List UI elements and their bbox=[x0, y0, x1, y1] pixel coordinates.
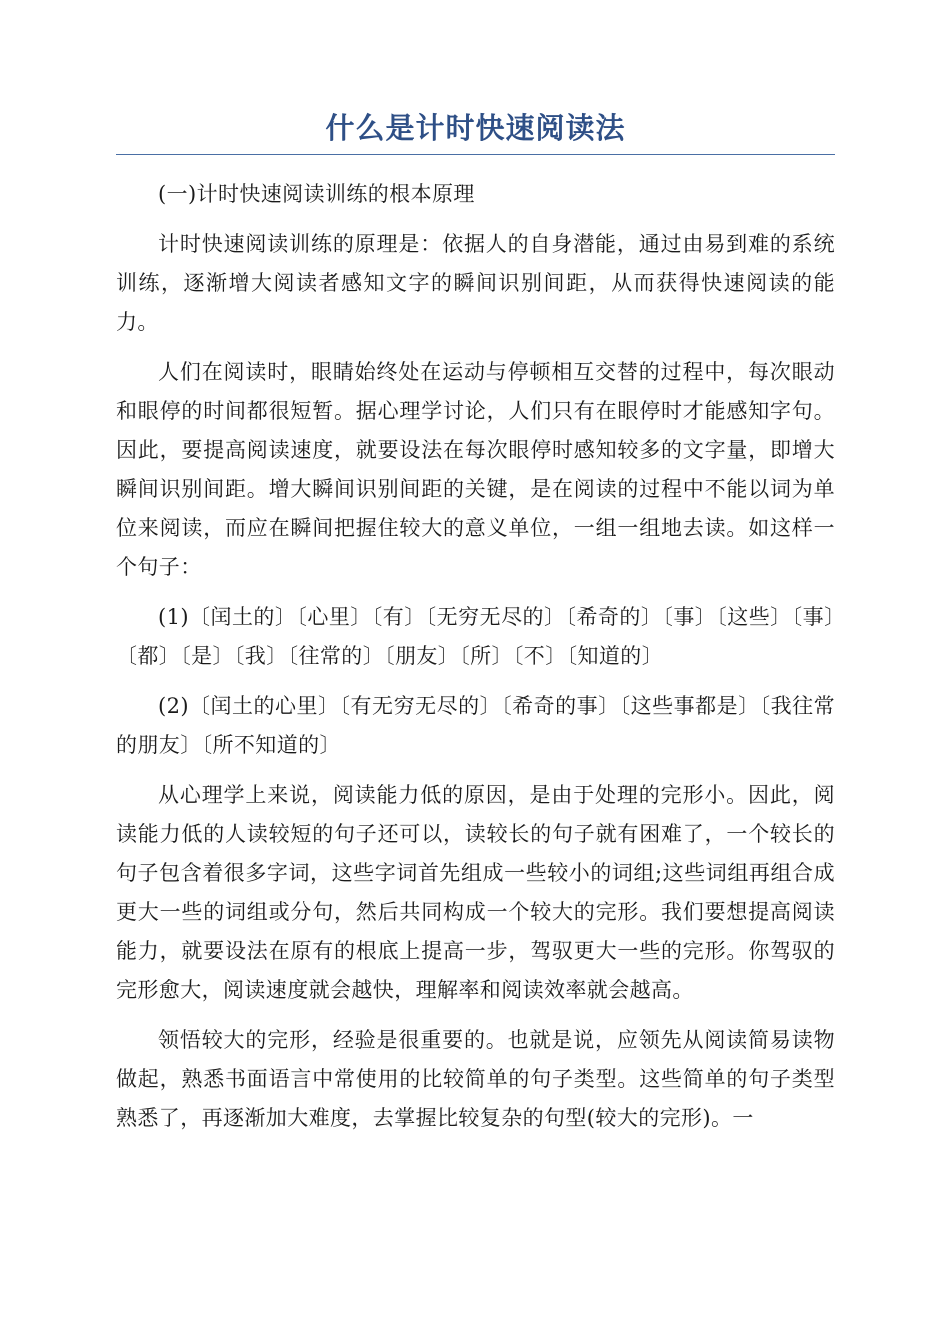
paragraph-experience: 领悟较大的完形，经验是很重要的。也就是说，应领先从阅读简易读物做起，熟悉书面语言中常使用的比较简单的句子类型。这些简单的句子类型熟悉了，再逐渐加大难度，去掌握比较复杂的句型(较大的完形)。一 bbox=[116, 1028, 835, 1130]
example-sentence-2: (2)〔闰土的心里〕〔有无穷无尽的〕〔希奇的事〕〔这些事都是〕〔我往常的朋友〕〔所不知道的〕 bbox=[116, 694, 835, 757]
paragraph-eye-movement: 人们在阅读时，眼睛始终处在运动与停顿相互交替的过程中，每次眼动和眼停的时间都很短暂。据心理学讨论，人们只有在眼停时才能感知字句。因此，要提高阅读速度，就要设法在每次眼停时感知较多的文字量，即增大瞬间识别间距。增大瞬间识别间距的关键，是在阅读的过程中不能以词为单位来阅读，而应在瞬间把握住较大的意义单位，一组一组地去读。如这样一个句子： bbox=[116, 360, 835, 579]
title-underline bbox=[116, 154, 835, 155]
document-page bbox=[116, 108, 835, 1149]
example-sentence-1: (1)〔闰土的〕〔心里〕〔有〕〔无穷无尽的〕〔希奇的〕〔事〕〔这些〕〔事〕〔都〕〔是〕〔我〕〔往常的〕〔朋友〕〔所〕〔不〕〔知道的〕 bbox=[116, 605, 835, 668]
paragraph-principle: 计时快速阅读训练的原理是：依据人的自身潜能，通过由易到难的系统训练，逐渐增大阅读者感知文字的瞬间识别间距，从而获得快速阅读的能力。 bbox=[116, 232, 835, 334]
section-heading: (一)计时快速阅读训练的根本原理 bbox=[158, 182, 475, 206]
document-title: 什么是计时快速阅读法 bbox=[325, 111, 626, 145]
paragraph-psychology: 从心理学上来说，阅读能力低的原因，是由于处理的完形小。因此，阅读能力低的人读较短的句子还可以，读较长的句子就有困难了，一个较长的句子包含着很多字词，这些字词首先组成一些较小的词组;这些词组再组合成更大一些的词组或分句，然后共同构成一个较大的完形。我们要想提高阅读能力，就要设法在原有的根底上提高一步，驾驭更大一些的完形。你驾驭的完形愈大，阅读速度就会越快，理解率和阅读效率就会越高。 bbox=[116, 783, 835, 1002]
